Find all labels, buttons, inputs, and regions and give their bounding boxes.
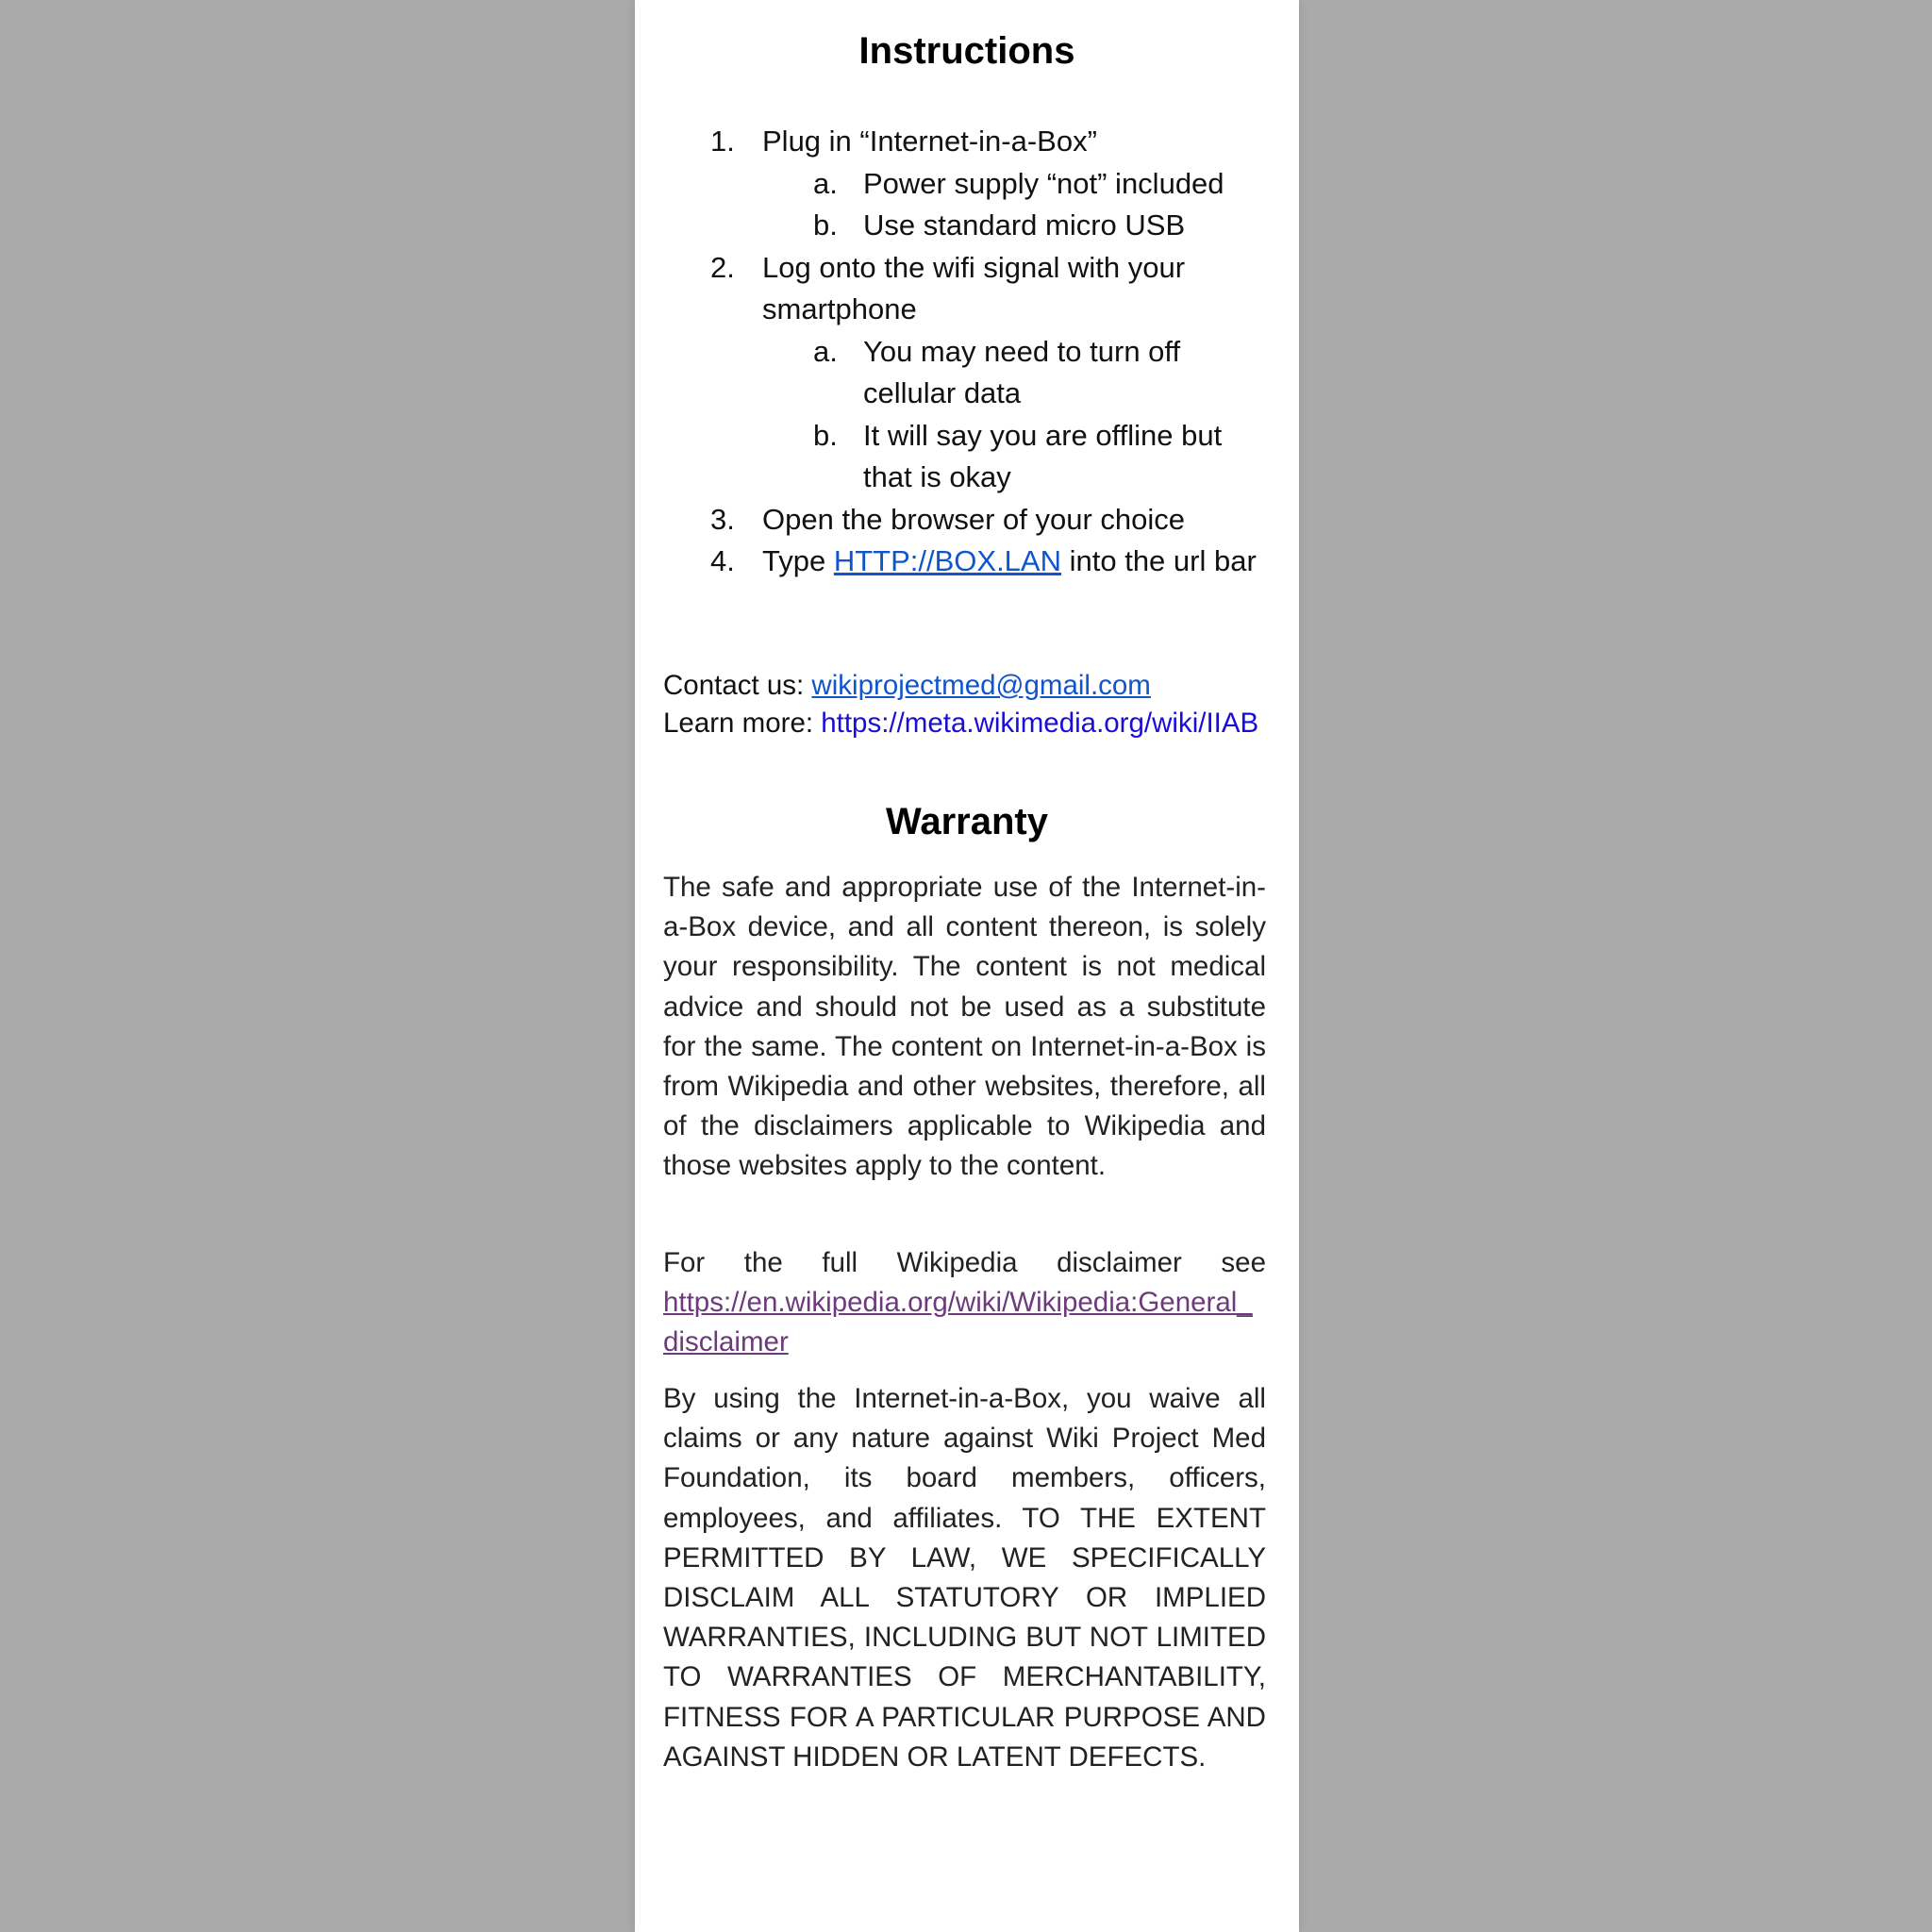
step-4 xyxy=(635,541,1299,583)
warranty-paragraph-2 xyxy=(663,1243,1266,1363)
contact-label: Contact us: xyxy=(663,670,812,701)
contact-email-link[interactable]: wikiprojectmed@gmail.com xyxy=(811,670,1151,701)
learn-more-line xyxy=(663,705,1286,742)
warranty-paragraph-1: The safe and appropriate use of the Internet-in-a-Box device, and all content thereon, is solely your responsibility. The content is not medical advice and should not be used as a substitute for the same. The content on Internet-in-a-Box is from Wikipedia and other websites, therefore, all of the disclaimers applicable to Wikipedia and those websites apply to the content. xyxy=(663,872,1266,1182)
step-text: Log onto the wifi signal with your smartphone xyxy=(762,250,1186,325)
learn-more-label: Learn more: xyxy=(663,708,822,739)
step-number: 1. xyxy=(710,125,735,158)
warranty-paragraph-3: By using the Internet-in-a-Box, you waive all claims or any nature against Wiki Project Med Foundation, its board members, officers, employees, and affiliates. TO THE EXTENT PERMITTED BY LAW, WE SPECIFICALLY DISCLAIM ALL STATUTORY OR IMPLIED WARRANTIES, INCLUDING BUT NOT LIMITED TO WARRANTIES OF MERCHANTABILITY, FITNESS FOR A PARTICULAR PURPOSE AND AGAINST HIDDEN OR LATENT DEFECTS. xyxy=(663,1383,1266,1773)
contact-block xyxy=(663,667,1286,742)
step-number: 4. xyxy=(710,544,735,577)
step-text-after: into the url bar xyxy=(1061,544,1257,577)
step-2 xyxy=(635,247,1299,331)
disclaimer-intro: For the full Wikipedia disclaimer see xyxy=(663,1247,1266,1278)
substep-text: It will say you are offline but that is okay xyxy=(863,418,1223,493)
step-2a xyxy=(635,331,1299,415)
substep-text: Use standard micro USB xyxy=(863,208,1186,242)
step-2b xyxy=(635,415,1299,499)
substep-letter: a. xyxy=(813,334,838,368)
box-lan-link[interactable]: HTTP://BOX.LAN xyxy=(833,544,1061,577)
step-1b xyxy=(635,205,1299,247)
learn-more-link[interactable]: https://meta.wikimedia.org/wiki/IIAB xyxy=(821,708,1259,739)
substep-text: You may need to turn off cellular data xyxy=(863,334,1181,409)
step-1a xyxy=(635,163,1299,206)
substep-letter: b. xyxy=(813,418,838,452)
substep-text: Power supply “not” included xyxy=(863,166,1224,200)
substep-letter: a. xyxy=(813,166,838,200)
step-text-before: Type xyxy=(762,544,834,577)
document-page xyxy=(635,0,1299,1932)
warranty-title: Warranty xyxy=(886,801,1048,842)
step-3 xyxy=(635,499,1299,541)
instructions-title: Instructions xyxy=(858,30,1075,72)
step-text xyxy=(762,541,1267,583)
contact-line xyxy=(663,667,1286,705)
step-text: Open the browser of your choice xyxy=(762,502,1186,536)
step-number: 2. xyxy=(710,250,735,284)
step-1 xyxy=(635,121,1299,163)
wikipedia-disclaimer-link[interactable]: https://en.wikipedia.org/wiki/Wikipedia:General_disclaimer xyxy=(663,1287,1253,1358)
substep-letter: b. xyxy=(813,208,838,242)
step-number: 3. xyxy=(710,502,735,536)
instructions-list xyxy=(635,121,1299,583)
step-text: Plug in “Internet-in-a-Box” xyxy=(762,125,1097,158)
